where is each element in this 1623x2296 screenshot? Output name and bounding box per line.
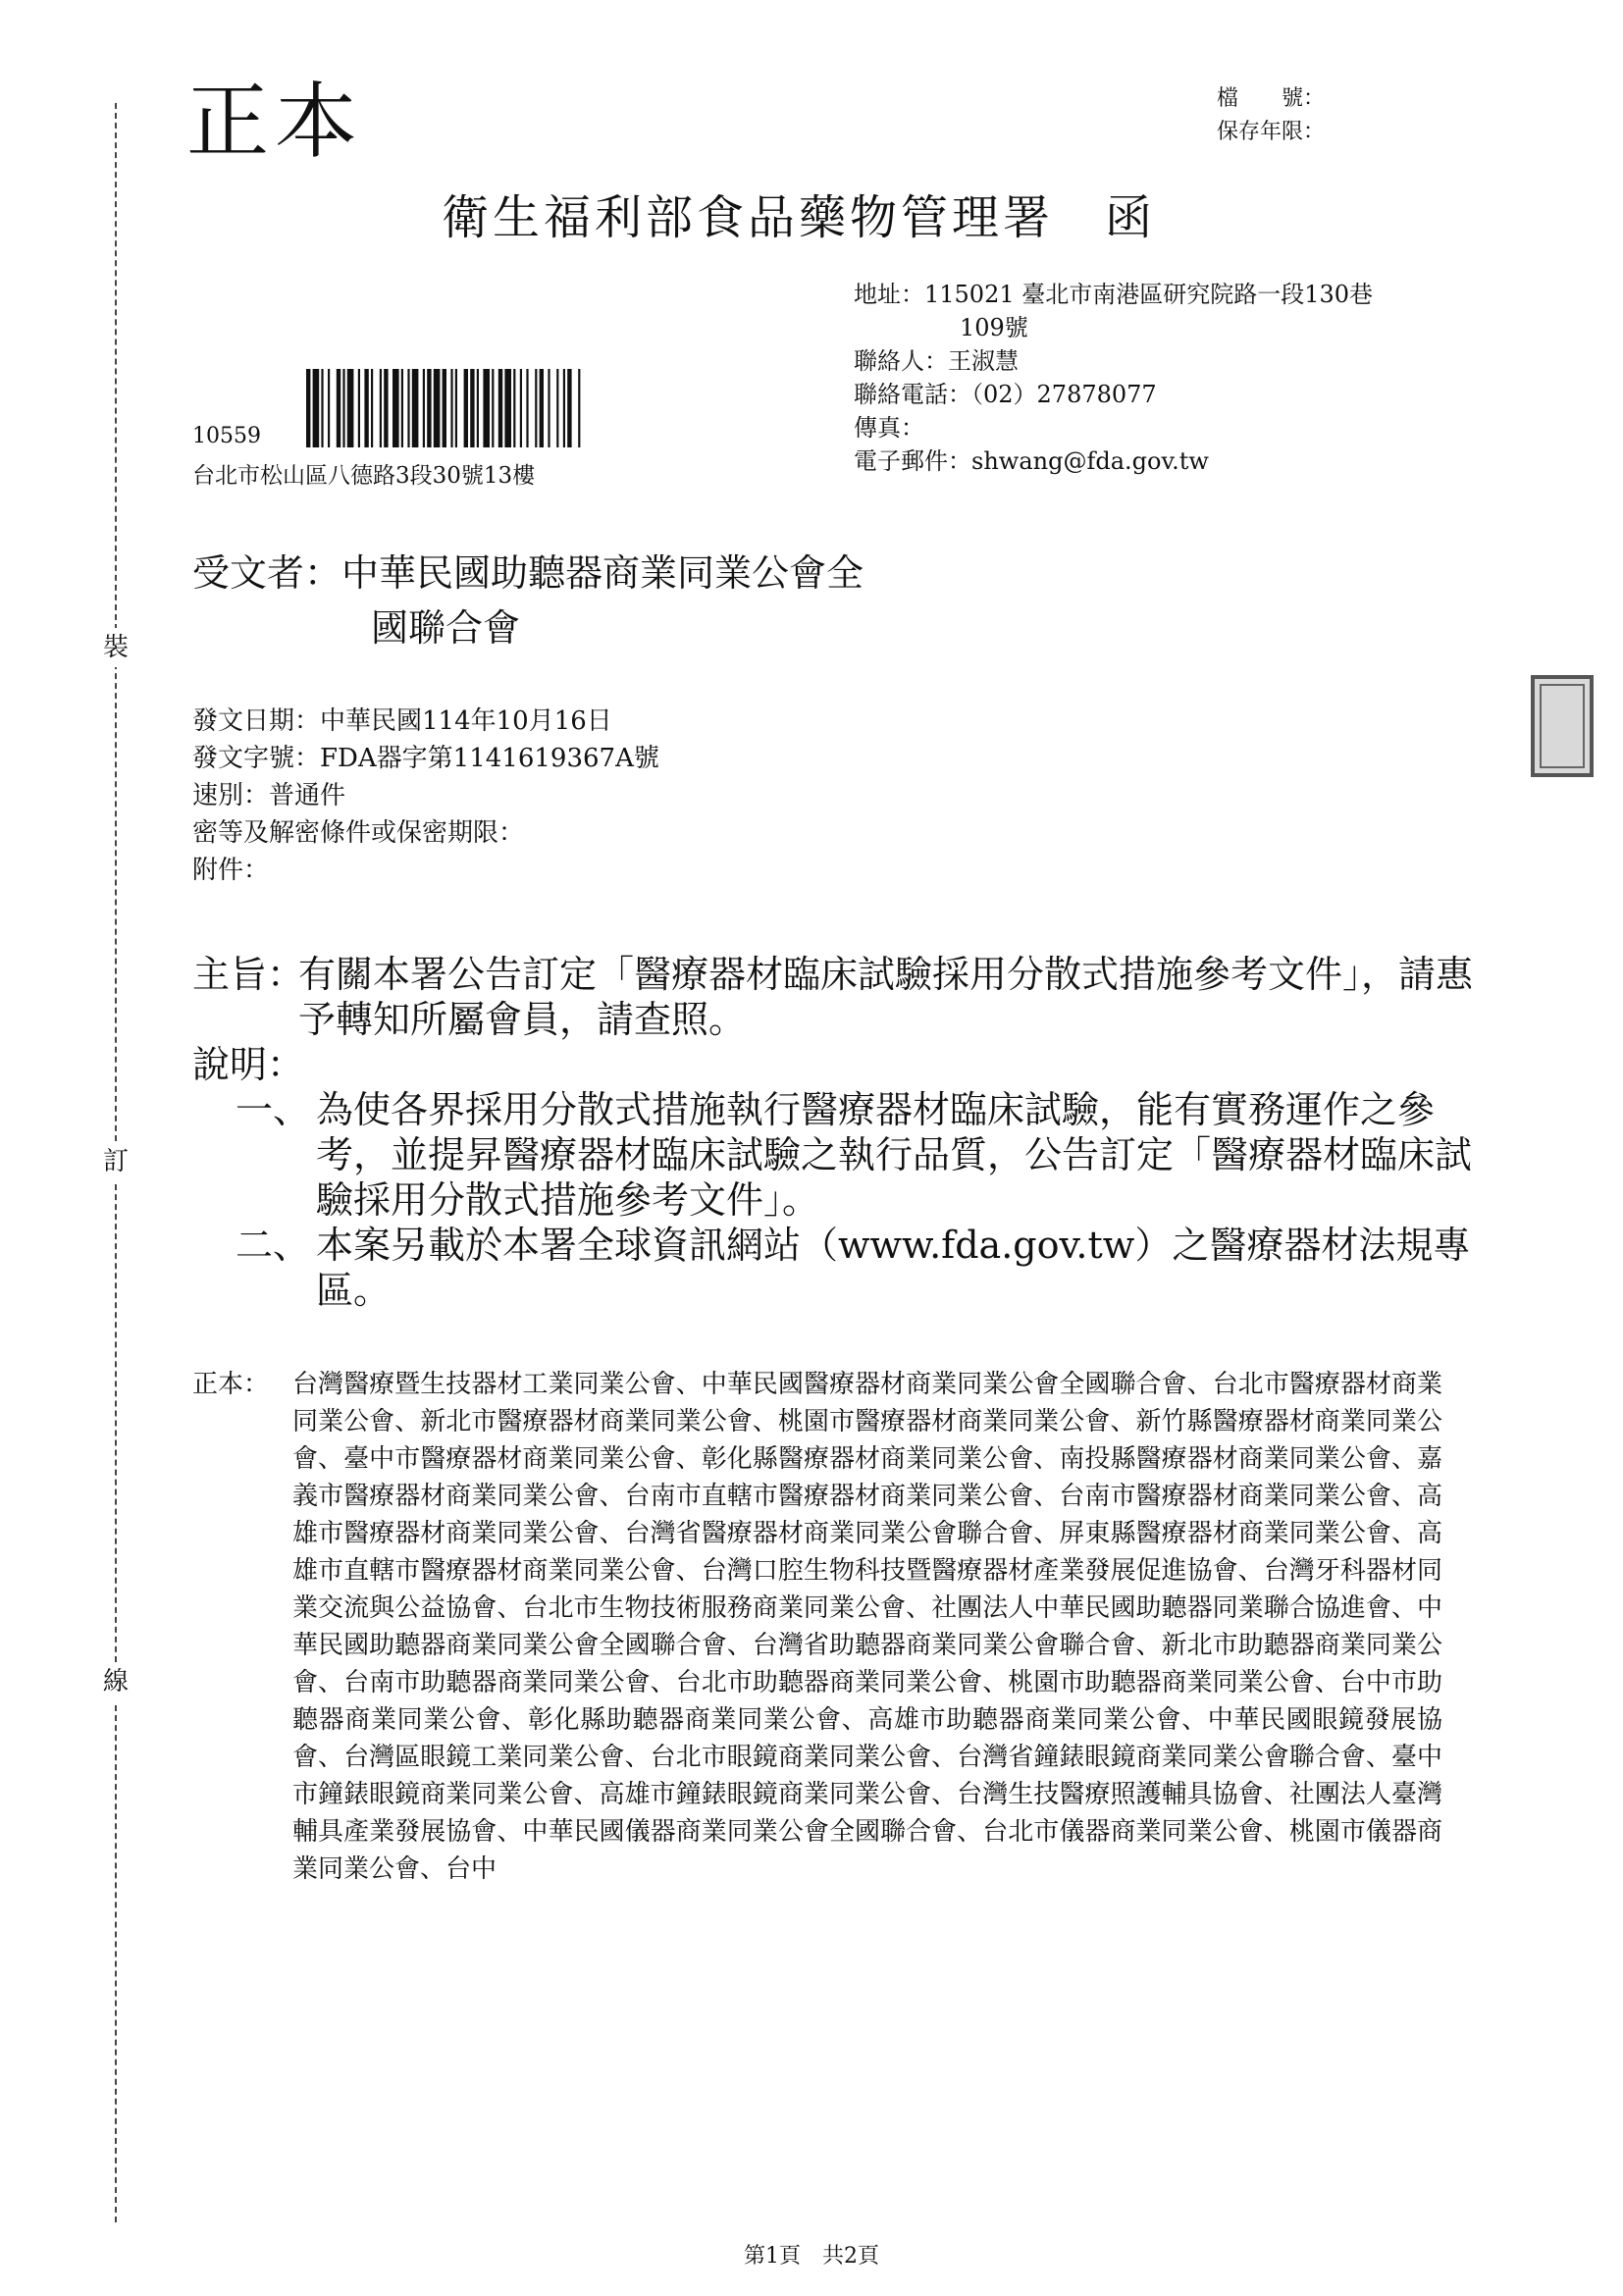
binding-mark-bind: 裝 xyxy=(100,628,131,667)
explanation-item-number: 二、 xyxy=(236,1224,311,1267)
retention-label: 保存年限： xyxy=(1217,120,1326,144)
attachment: 附件： xyxy=(192,856,270,885)
file-meta xyxy=(1217,82,1325,149)
received-stamp-image xyxy=(1527,673,1596,781)
contact-phone: 聯絡電話：（02）27878077 xyxy=(854,381,1157,408)
explanation-item-text: 本案另載於本署全球資訊網站（www.fda.gov.tw）之醫療器材法規專區。 xyxy=(316,1224,1471,1312)
page-number: 第1頁 共2頁 xyxy=(744,2244,879,2269)
letter-body xyxy=(192,952,1478,1313)
contact-person: 聯絡人：王淑慧 xyxy=(854,347,1019,375)
recipient-line-1: 受文者：中華民國助聽器商業同業公會全 xyxy=(192,551,864,595)
contact-block xyxy=(854,278,1373,478)
contact-fax: 傳真： xyxy=(854,414,924,442)
file-number-label: 檔 號： xyxy=(1217,86,1326,111)
agency-title: 衛生福利部食品藥物管理署 函 xyxy=(442,190,1157,245)
explanation-item-text: 為使各界採用分散式措施執行醫療器材臨床試驗，能有實務運作之參考，並提昇醫療器材臨床試驗之執行品質，公告訂定「醫療器材臨床試驗採用分散式措施參考文件」。 xyxy=(316,1088,1473,1222)
document-meta xyxy=(192,703,659,889)
classification: 密等及解密條件或保密期限： xyxy=(192,818,525,848)
mailing-postcode: 10559 xyxy=(192,424,261,448)
explanation-label: 說明： xyxy=(192,1043,305,1086)
recipient xyxy=(192,546,864,655)
issue-date: 發文日期：中華民國114年10月16日 xyxy=(192,706,612,736)
subject-label: 主旨： xyxy=(192,953,305,996)
address-line: 地址：115021 臺北市南港區研究院路一段130巷 xyxy=(854,281,1374,308)
subject-text: 有關本署公告訂定「醫療器材臨床試驗採用分散式措施參考文件」，請惠予轉知所屬會員，請查照。 xyxy=(298,953,1474,1041)
binding-mark-staple: 訂 xyxy=(100,1142,131,1181)
explanation-item xyxy=(236,1087,1478,1223)
document-number: 發文字號：FDA器字第1141619367A號 xyxy=(192,744,659,773)
original-recipients xyxy=(192,1366,1442,1888)
mailing-address: 台北市松山區八德路3段30號13樓 xyxy=(192,463,536,489)
recipient-line-2: 國聯合會 xyxy=(371,606,521,650)
binding-mark-line: 線 xyxy=(100,1662,131,1701)
barcode-image xyxy=(306,369,695,447)
contact-email: 電子郵件：shwang@fda.gov.tw xyxy=(854,447,1209,475)
explanation-item-number: 一、 xyxy=(236,1088,311,1131)
explanation-item xyxy=(236,1223,1478,1313)
original-recipients-text: 台灣醫療暨生技器材工業同業公會、中華民國醫療器材商業同業公會全國聯合會、台北市醫療器材商業同業公會、新北市醫療器材商業同業公會、桃園市醫療器材商業同業公會、新竹縣醫療器材商業同業公會、臺中市醫療器材商業同業公會、彰化縣醫療器材商業同業公會、南投縣醫療器材商業同業公會、嘉義市醫療器材商業同業公會、台南市直轄市醫療器材商業同業公會、台南市醫療器材商業同業公會、高雄市醫療器材商業同業公會、台灣省醫療器材商業同業公會聯合會、屏東縣醫療器材商業同業公會、高雄市直轄市醫療器材商業同業公會、台灣口腔生物科技暨醫療器材產業發展促進協會、台灣牙科器材同業交流與公益協會、台北市生物技術服務商業同業公會、社團法人中華民國助聽器同業聯合協進會、中華民國助聽器商業同業公會全國聯合會、台灣省助聽器商業同業公會聯合會、新北市助聽器商業同業公會、台南市助聽器商業同業公會、台北市助聽器商業同業公會、桃園市助聽器商業同業公會、台中市助聽器商業同業公會、彰化縣助聽器商業同業公會、高雄市助聽器商業同業公會、中華民國眼鏡發展協會、台灣區眼鏡工業同業公會、台北市眼鏡商業同業公會、台灣省鐘錶眼鏡商業同業公會聯合會、臺中市鐘錶眼鏡商業同業公會、高雄市鐘錶眼鏡商業同業公會、台灣生技醫療照護輔具協會、社團法人臺灣輔具產業發展協會、中華民國儀器商業同業公會全國聯合會、台北市儀器商業同業公會、桃園市儀器商業同業公會、台中 xyxy=(292,1370,1442,1884)
original-recipients-label: 正本： xyxy=(192,1370,270,1399)
subject xyxy=(192,952,1478,1042)
address-line-continued: 109號 xyxy=(960,314,1028,341)
delivery-speed: 速別：普通件 xyxy=(192,781,346,810)
original-copy-mark: 正本 xyxy=(186,74,364,170)
